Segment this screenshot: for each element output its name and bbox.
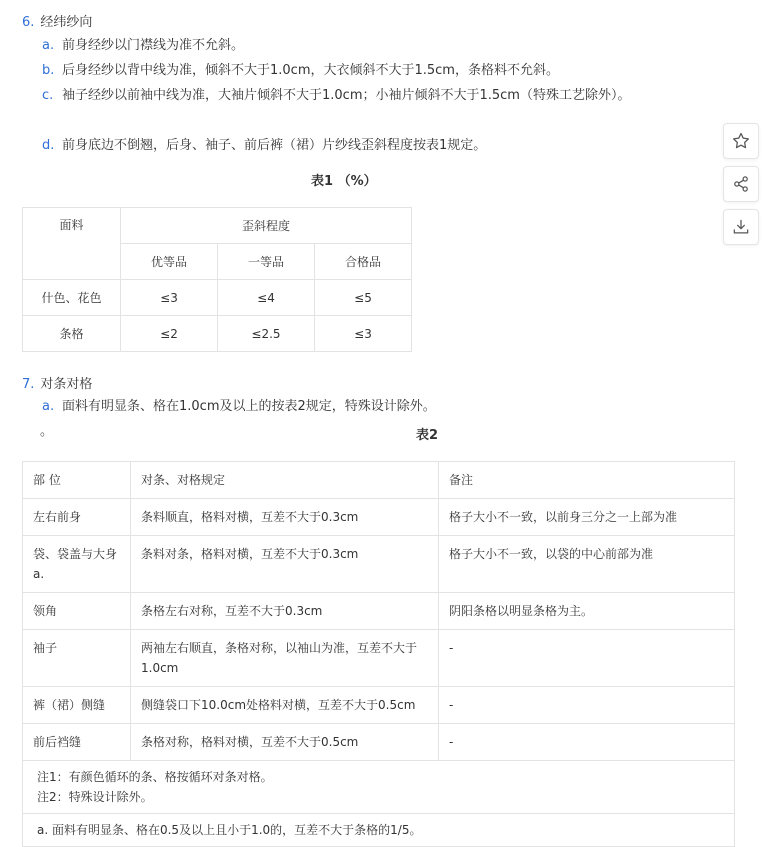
table2-cell: 条料顺直，格料对横，互差不大于0.3cm <box>131 499 439 536</box>
item-text: 后身经纱以背中线为准，倾斜不大于1.0cm，大衣倾斜不大于1.5cm，条格料不允斜。 <box>62 63 559 78</box>
table2-cell: 袖子 <box>23 630 131 687</box>
list-item <box>42 394 672 419</box>
item-text: 前身底边不倒翘，后身、袖子、前后裤（裙）片纱线歪斜程度按表1规定。 <box>62 138 487 153</box>
table1-grade: 一等品 <box>218 244 315 280</box>
table1-header-group: 歪斜程度 <box>121 208 412 244</box>
table1-cell: ≤5 <box>315 280 412 316</box>
table1-cell: ≤3 <box>121 280 218 316</box>
table1-header-fabric: 面料 <box>23 208 121 280</box>
table2-cell: 条格对称，格料对横，互差不大于0.5cm <box>131 724 439 761</box>
star-icon <box>731 131 751 151</box>
table2-cell: - <box>439 724 735 761</box>
section-title-text: 经纬纱向 <box>40 15 93 30</box>
table2-footnote: a. 面料有明显条、格在0.5及以上且小于1.0的，互差不大于条格的1/5。 <box>23 814 735 847</box>
table2-cell: 领角 <box>23 593 131 630</box>
favorite-button[interactable] <box>723 123 759 159</box>
item-label: a. <box>42 399 55 414</box>
table1-grade: 合格品 <box>315 244 412 280</box>
table2-note: 注1：有颜色循环的条、格按循环对条对格。 <box>37 770 273 784</box>
table1-row-name: 条格 <box>23 316 121 352</box>
table1-cell: ≤2 <box>121 316 218 352</box>
table2 <box>22 461 735 847</box>
table2-header: 部 位 <box>23 462 131 499</box>
section-number: 7. <box>22 377 35 392</box>
table2-cell: 前后裆缝 <box>23 724 131 761</box>
table2-header: 对条、对格规定 <box>131 462 439 499</box>
share-button[interactable] <box>723 166 759 202</box>
table-row <box>23 536 735 593</box>
item-text: 袖子经纱以前袖中线为准，大袖片倾斜不大于1.0cm；小袖片倾斜不大于1.5cm（特殊工艺除外）。 <box>62 88 631 103</box>
table2-cell: - <box>439 687 735 724</box>
item-text: 面料有明显条、格在1.0cm及以上的按表2规定，特殊设计除外。 <box>62 399 436 414</box>
download-icon <box>731 217 751 237</box>
table2-cell: 袋、袋盖与大身 a. <box>23 536 131 593</box>
table2-cell: 左右前身 <box>23 499 131 536</box>
section-number: 6. <box>22 15 35 30</box>
list-item <box>42 133 672 158</box>
table-row <box>23 280 412 316</box>
section-title-text: 对条对格 <box>40 377 93 392</box>
table1-grade: 优等品 <box>121 244 218 280</box>
table2-header: 备注 <box>439 462 735 499</box>
table-row <box>23 630 735 687</box>
table1-caption: 表1 （%） <box>311 174 377 189</box>
item-label: d. <box>42 138 55 153</box>
table2-cell: - <box>439 630 735 687</box>
table2-caption: 表2 <box>416 428 439 443</box>
table2-note: 注2：特殊设计除外。 <box>37 790 153 804</box>
stray-punctuation: 。 <box>40 424 54 439</box>
table2-cell: 条料对条，格料对横，互差不大于0.3cm <box>131 536 439 593</box>
table1-cell: ≤3 <box>315 316 412 352</box>
list-item <box>42 58 672 83</box>
table-row <box>23 724 735 761</box>
item-label: b. <box>42 63 55 78</box>
table2-cell: 格子大小不一致，以前身三分之一上部为准 <box>439 499 735 536</box>
table-row <box>23 499 735 536</box>
table1-cell: ≤4 <box>218 280 315 316</box>
table-row <box>23 687 735 724</box>
table2-cell: 两袖左右顺直，条格对称，以袖山为准，互差不大于1.0cm <box>131 630 439 687</box>
table1-cell: ≤2.5 <box>218 316 315 352</box>
list-item <box>42 33 672 58</box>
list-item <box>42 83 677 108</box>
table-row <box>23 316 412 352</box>
table2-cell: 阴阳条格以明显条格为主。 <box>439 593 735 630</box>
item-label: c. <box>42 88 54 103</box>
table-header-row <box>23 462 735 499</box>
section-7-title <box>22 373 92 392</box>
table-notes-row <box>23 761 735 814</box>
share-icon <box>731 174 751 194</box>
table1-row-name: 什色、花色 <box>23 280 121 316</box>
item-label: a. <box>42 38 55 53</box>
section-6-title <box>22 11 92 30</box>
table2-cell: 裤（裙）侧缝 <box>23 687 131 724</box>
table2-cell: 格子大小不一致，以袋的中心前部为准 <box>439 536 735 593</box>
table-footnote-row <box>23 814 735 847</box>
item-text: 前身经纱以门襟线为准不允斜。 <box>62 38 245 53</box>
table-row <box>23 593 735 630</box>
table1 <box>22 207 412 352</box>
download-button[interactable] <box>723 209 759 245</box>
table2-cell: 侧缝袋口下10.0cm处格料对横，互差不大于0.5cm <box>131 687 439 724</box>
table2-cell: 条格左右对称，互差不大于0.3cm <box>131 593 439 630</box>
